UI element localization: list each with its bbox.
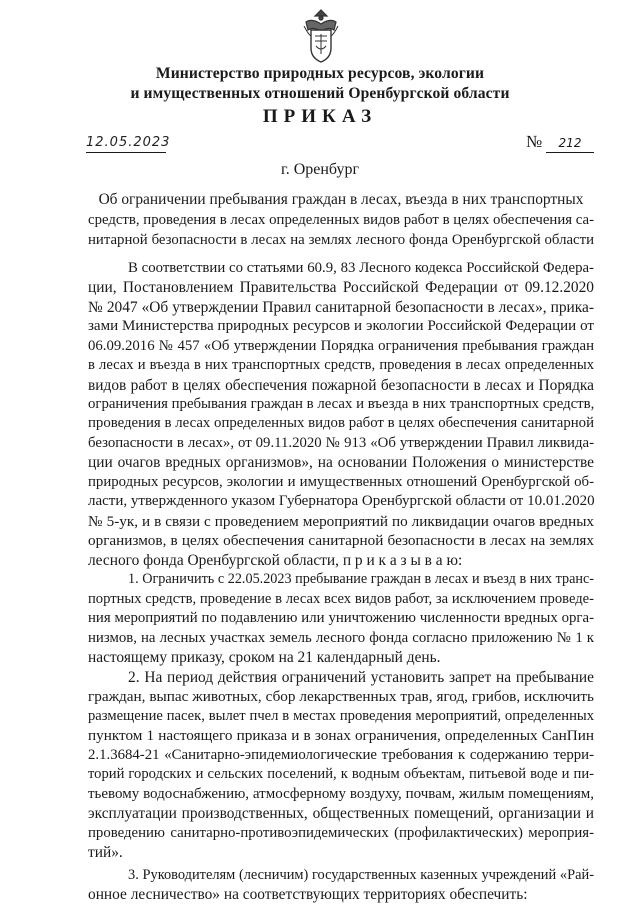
- body-line: № 2047 «Об утверждении Правил санитарной безопасности в лесах», прика-: [88, 299, 594, 316]
- body-line: проведения в лесах определенных видов работ в целях обеспечения санитарной: [88, 415, 594, 431]
- body-line: тьевому водоснабжению, атмосферному воздуху, почвам, жилым помещениям,: [88, 786, 594, 802]
- body-line: низмов, на лесных участках земель лесного фонда согласно приложению № 1 к: [88, 630, 594, 646]
- city: г. Оренбург: [280, 161, 360, 178]
- body-line: тий».: [88, 844, 123, 861]
- ministry-name-line-2: и имущественных отношений Оренбургской области: [130, 85, 510, 102]
- body-line: В соответствии со статьями 60.9, 83 Лесного кодекса Российской Федера-: [128, 260, 594, 276]
- body-line: пунктом 1 настоящего приказа и в зонах ограничения, определенных СанПин: [88, 727, 594, 744]
- body-line: настоящему приказу, сроком на 21 календарный день.: [88, 649, 441, 666]
- body-line: лесного фонда Оренбургской области, п р и к а з ы в а ю:: [88, 552, 463, 569]
- body-line: 3. Руководителям (лесничим) государственных казенных учреждений «Рай-: [128, 867, 594, 883]
- title-line: нитарной безопасности в лесах на землях лесного фонда Оренбургской области: [88, 232, 594, 248]
- body-line: ции, Постановлением Правительства Российской Федерации от 09.12.2020: [88, 279, 594, 296]
- body-line: 2. На период действия ограничений установить запрет на пребывание: [128, 669, 594, 686]
- body-line: торий городских и сельских поселений, к водным объектам, питьевой воде и пи-: [88, 766, 594, 782]
- body-line: видов работ в целях обеспечения пожарной безопасности в лесах и Порядка: [88, 377, 594, 394]
- body-line: ции очагов вредных организмов», на основании Положения о министерстве: [88, 454, 594, 471]
- document-number: 212: [546, 134, 594, 153]
- document-date: 12.05.2023: [86, 134, 166, 153]
- title-line: средств, проведения в лесах определенных видов работ в целях обеспечения са-: [88, 212, 594, 228]
- body-line: граждан, выпас животных, сбор лекарственных трав, ягод, грибов, исключить: [88, 688, 594, 705]
- body-line: организмов, в целях обеспечения санитарной безопасности в лесах на землях: [88, 532, 594, 549]
- body-line: № 5-ук, и в связи с проведением мероприятий по ликвидации очагов вредных: [88, 513, 594, 530]
- body-line: проведению санитарно-противоэпидемических (профилактических) мероприя-: [88, 825, 594, 841]
- document-type: ПРИКАЗ: [262, 106, 378, 127]
- ministry-name-line-1: Министерство природных ресурсов, экологии: [155, 65, 485, 82]
- body-line: онное лесничество» на соответствующих территориях обеспечить:: [88, 886, 528, 903]
- body-line: в лесах и въезда в них транспортных средств, проведения в лесах определенных: [88, 357, 594, 373]
- body-line: ния мероприятий по подавлению или уничтожению численности вредных орга-: [88, 610, 594, 626]
- title-line: Об ограничении пребывания граждан в лесах, въезда в них транспортных: [98, 191, 584, 208]
- body-line: ласти, утвержденного указом Губернатора Оренбургской области от 10.01.2020: [88, 493, 595, 509]
- body-line: 1. Ограничить с 22.05.2023 пребывание граждан в лесах и въезд в них транс-: [128, 571, 594, 587]
- body-line: портных средств, проведение в лесах всех видов работ, за исключением проведе-: [88, 591, 594, 607]
- body-line: размещение пасек, вылет пчел в местах проведения мероприятий, определенных: [88, 708, 594, 724]
- body-line: 2.1.3684-21 «Санитарно-эпидемиологические требования к содержанию терри-: [88, 747, 594, 763]
- body-line: 06.09.2016 № 457 «Об утверждении Порядка ограничения пребывания граждан: [88, 338, 594, 354]
- number-label: №: [526, 132, 543, 151]
- body-line: ограничения пребывания граждан в лесах и въезда в них транспортных средств,: [88, 396, 595, 412]
- body-line: природных ресурсов, экологии и имущественных отношений Оренбургской об-: [88, 474, 594, 490]
- body-line: зами Министерства природных ресурсов и экологии Российской Федерации от: [88, 318, 594, 334]
- body-line: эксплуатации производственных, общественных помещений, организации и: [88, 805, 594, 822]
- body-line: безопасности в лесах», от 09.11.2020 № 913 «Об утверждении Правил ликвида-: [88, 435, 594, 451]
- coat-of-arms-icon: [302, 8, 340, 64]
